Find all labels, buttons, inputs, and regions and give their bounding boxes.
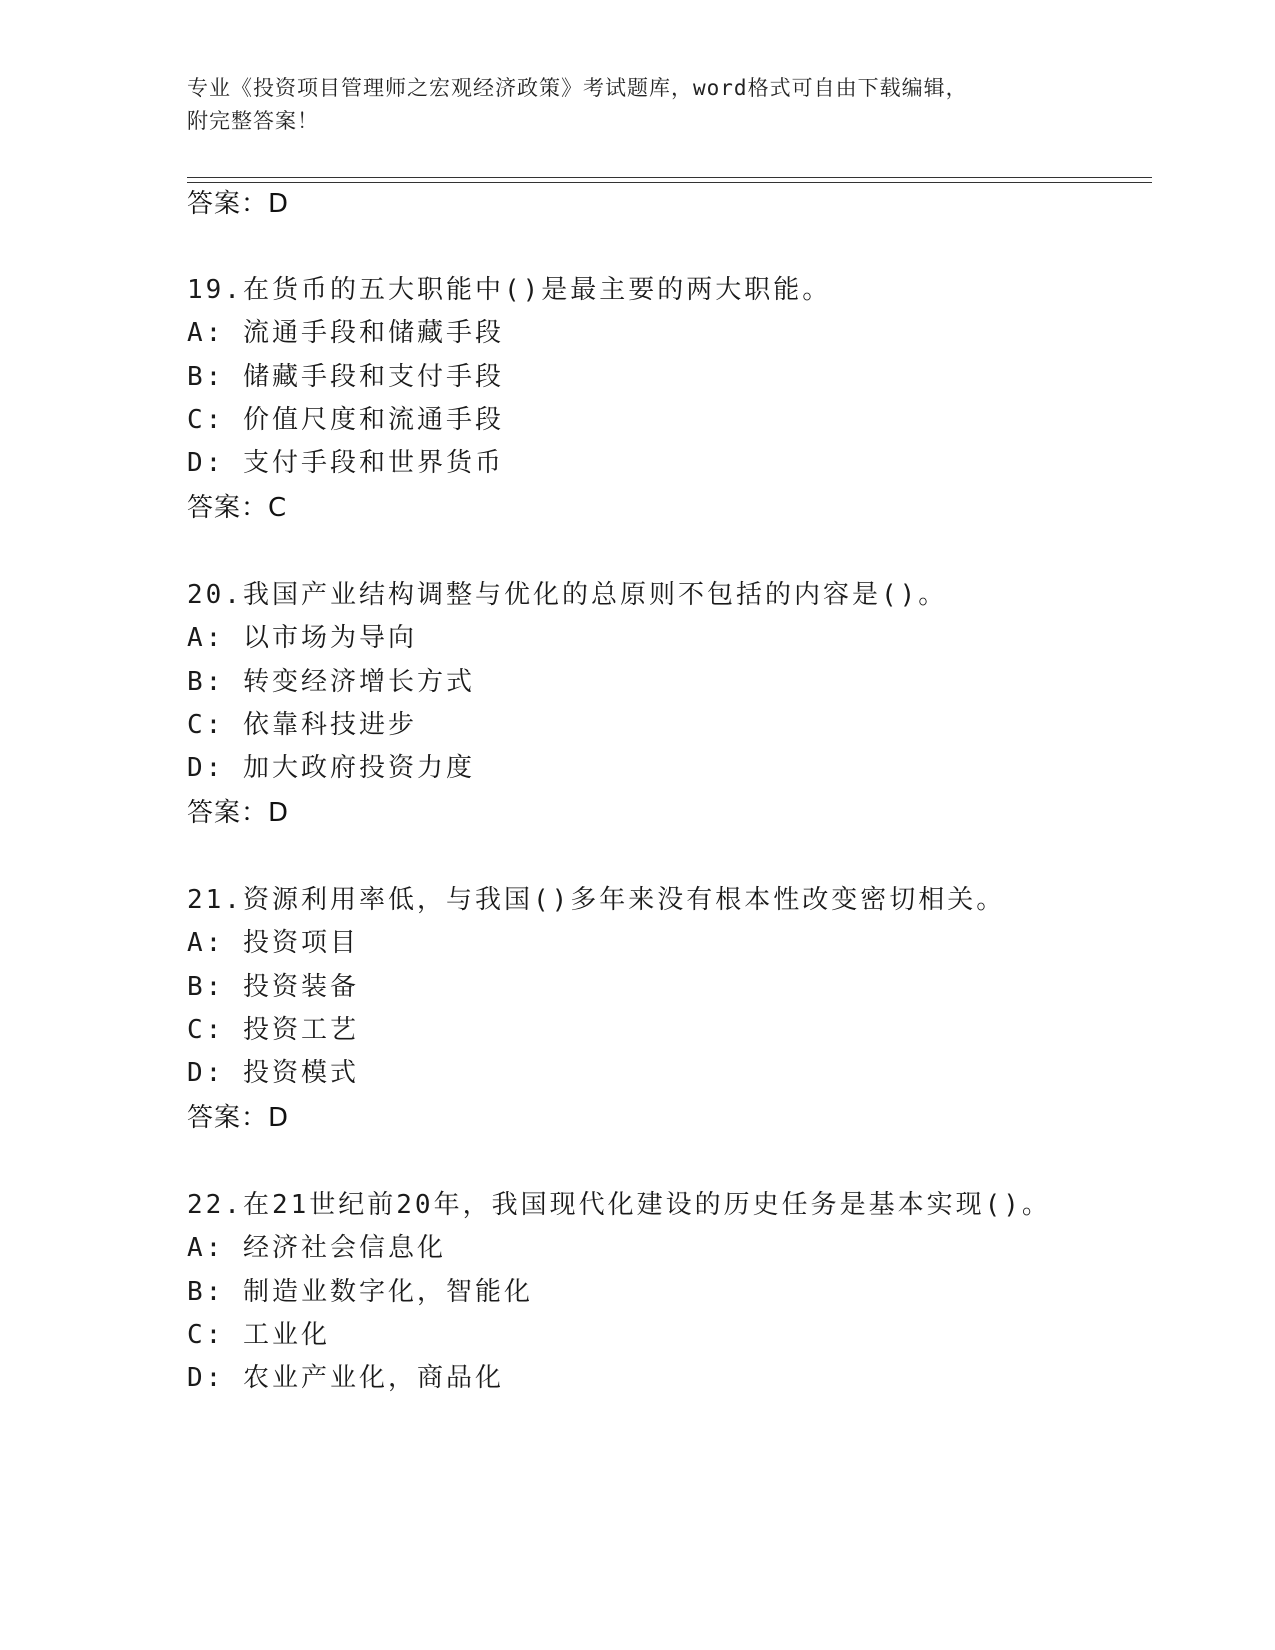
question-stem: 20.我国产业结构调整与优化的总原则不包括的内容是()。 (187, 580, 948, 610)
question-option: B: 储藏手段和支付手段 (187, 362, 504, 392)
question-option: A: 投资项目 (187, 928, 359, 958)
question-option: A: 以市场为导向 (187, 623, 417, 653)
question-stem: 21.资源利用率低，与我国()多年来没有根本性改变密切相关。 (187, 885, 1006, 915)
question-answer: 答案：D (187, 1103, 290, 1133)
question-answer: 答案：C (187, 493, 288, 523)
header-divider-bottom (187, 182, 1152, 183)
question-option: D: 农业产业化，商品化 (187, 1363, 504, 1393)
previous-answer: 答案：D (187, 189, 290, 219)
question-option: C: 价值尺度和流通手段 (187, 405, 504, 435)
question-option: B: 转变经济增长方式 (187, 667, 475, 697)
question-option: C: 工业化 (187, 1320, 330, 1350)
question-option: B: 投资装备 (187, 972, 359, 1002)
header-divider-top (187, 177, 1152, 178)
question-stem: 22.在21世纪前20年，我国现代化建设的历史任务是基本实现()。 (187, 1190, 1051, 1220)
question-option: B: 制造业数字化，智能化 (187, 1277, 533, 1307)
question-option: C: 依靠科技进步 (187, 710, 417, 740)
question-option: C: 投资工艺 (187, 1015, 359, 1045)
header-line-1: 专业《投资项目管理师之宏观经济政策》考试题库，word格式可自由下载编辑， (187, 76, 968, 100)
question-option: A: 流通手段和储藏手段 (187, 318, 504, 348)
document-header (187, 72, 1087, 138)
question-option: D: 投资模式 (187, 1058, 359, 1088)
question-option: D: 支付手段和世界货币 (187, 448, 504, 478)
header-line-2: 附完整答案！ (187, 109, 319, 133)
question-answer: 答案：D (187, 798, 290, 828)
question-option: D: 加大政府投资力度 (187, 753, 475, 783)
question-stem: 19.在货币的五大职能中()是最主要的两大职能。 (187, 275, 832, 305)
question-option: A: 经济社会信息化 (187, 1233, 446, 1263)
